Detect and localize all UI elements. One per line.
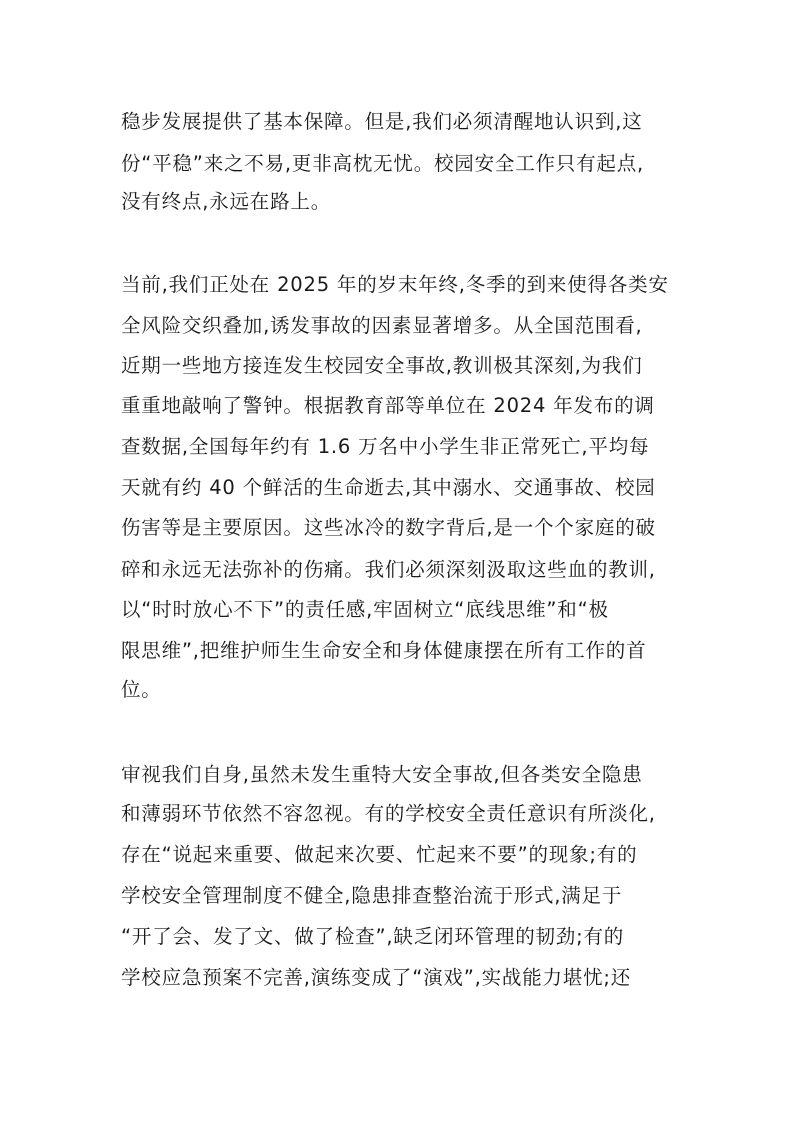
paragraph-3-line-1: 审视我们自身,虽然未发生重特大安全事故,但各类安全隐患 — [121, 763, 643, 786]
paragraph-2-line-8: 碎和永远无法弥补的伤痛。我们必须深刻汲取这些血的教训, — [121, 558, 656, 581]
paragraph-1-line-3: 没有终点,永远在路上。 — [121, 190, 331, 213]
paragraph-2-line-9: 以“时时放心不下”的责任感,牢固树立“底线思维”和“极 — [121, 598, 609, 621]
paragraph-3-line-5: “开了会、发了文、做了检查”,缺乏闭环管理的韧劲;有的 — [121, 925, 625, 948]
paragraph-2-line-5: 查数据,全国每年约有 1.6 万名中小学生非正常死亡,平均每 — [121, 435, 650, 458]
paragraph-2-line-2: 全风险交织叠加,诱发事故的因素显著增多。从全国范围看, — [121, 314, 643, 337]
paragraph-2-line-10: 限思维”,把维护师生生命安全和身体健康摆在所有工作的首 — [121, 639, 647, 662]
paragraph-1-line-1: 稳步发展提供了基本保障。但是,我们必须清醒地认识到,这 — [121, 110, 643, 133]
paragraph-3-line-6: 学校应急预案不完善,演练变成了“演戏”,实战能力堪忧;还 — [121, 966, 632, 989]
paragraph-2-line-11: 位。 — [121, 678, 162, 701]
paragraph-2-line-4: 重重地敲响了警钟。根据教育部等单位在 2024 年发布的调 — [121, 394, 655, 417]
paragraph-1-line-2: 份“平稳”来之不易,更非高枕无忧。校园安全工作只有起点, — [121, 152, 645, 175]
paragraph-3-line-4: 学校安全管理制度不健全,隐患排查整治流于形式,满足于 — [121, 884, 623, 907]
paragraph-3-line-3: 存在“说起来重要、做起来次要、忙起来不要”的现象;有的 — [121, 843, 638, 866]
paragraph-2-line-7: 伤害等是主要原因。这些冰冷的数字背后,是一个个家庭的破 — [121, 516, 656, 539]
paragraph-3-line-2: 和薄弱环节依然不容忽视。有的学校安全责任意识有所淡化, — [121, 802, 656, 825]
paragraph-2-line-3: 近期一些地方接连发生校园安全事故,教训极其深刻,为我们 — [121, 354, 643, 377]
paragraph-2-line-6: 天就有约 40 个鲜活的生命逝去,其中溺水、交通事故、校园 — [121, 476, 656, 499]
paragraph-2-line-1: 当前,我们正处在 2025 年的岁末年终,冬季的到来使得各类安 — [121, 273, 669, 296]
